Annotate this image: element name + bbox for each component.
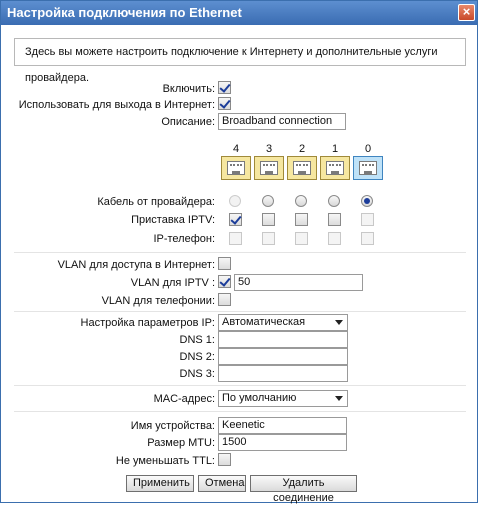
ethernet-port-icon	[254, 156, 284, 180]
port-label-0: 0	[364, 143, 372, 155]
vlan-internet-row	[1, 257, 477, 273]
device-name-input[interactable]: Keenetic	[218, 417, 347, 434]
internet-checkbox[interactable]	[218, 97, 231, 110]
ip-settings-select[interactable]	[218, 314, 348, 331]
mtu-input[interactable]: 1500	[218, 434, 347, 451]
dns2-row	[1, 349, 477, 365]
iptv-checkbox-port-1[interactable]	[328, 213, 341, 226]
mac-select[interactable]	[218, 390, 348, 407]
chevron-down-icon	[335, 320, 343, 325]
info-text: Здесь вы можете настроить подключение к Интернету и дополнительные услуги провайдера.	[25, 46, 438, 84]
ethernet-port-icon	[221, 156, 251, 180]
enable-checkbox[interactable]	[218, 81, 231, 94]
close-icon: ×	[462, 4, 471, 19]
cable-radio-port-0[interactable]	[361, 195, 373, 207]
vlan-phone-checkbox[interactable]	[218, 293, 231, 306]
description-label: Описание:	[161, 116, 215, 128]
description-row	[1, 114, 477, 130]
vlan-internet-checkbox[interactable]	[218, 257, 231, 270]
vlan-iptv-row	[1, 275, 477, 291]
dns1-label: DNS 1:	[179, 334, 215, 346]
iptv-checkbox-port-4[interactable]	[229, 213, 242, 226]
vlan-phone-row	[1, 293, 477, 309]
device-name-label: Имя устройства:	[130, 420, 215, 432]
dns3-input[interactable]	[218, 365, 348, 382]
cable-label: Кабель от провайдера:	[97, 196, 215, 208]
iptv-checkbox-port-0[interactable]	[361, 213, 374, 226]
divider	[14, 311, 466, 312]
vlan-iptv-label: VLAN для IPTV :	[130, 277, 215, 289]
mtu-row	[1, 435, 477, 451]
dns3-row	[1, 366, 477, 382]
phone-checkbox-port-3[interactable]	[262, 232, 275, 245]
enable-row	[1, 81, 477, 97]
mac-row	[1, 391, 477, 407]
iptv-checkbox-port-3[interactable]	[262, 213, 275, 226]
dns3-label: DNS 3:	[179, 368, 215, 380]
cable-radio-port-3[interactable]	[262, 195, 274, 207]
dns2-label: DNS 2:	[179, 351, 215, 363]
dns2-input[interactable]	[218, 348, 348, 365]
cancel-button[interactable]: Отмена	[198, 475, 246, 492]
apply-button[interactable]: Применить	[126, 475, 194, 492]
divider	[14, 385, 466, 386]
ttl-label: Не уменьшать TTL:	[115, 455, 215, 467]
vlan-iptv-checkbox[interactable]	[218, 275, 231, 288]
mac-value: По умолчанию	[222, 392, 297, 404]
dns1-input[interactable]	[218, 331, 348, 348]
cable-radio-port-1[interactable]	[328, 195, 340, 207]
vlan-phone-label: VLAN для телефонии:	[101, 295, 215, 307]
phone-checkbox-port-2[interactable]	[295, 232, 308, 245]
close-button[interactable]	[458, 4, 475, 21]
port-label-2: 2	[298, 143, 306, 155]
info-box	[14, 38, 466, 84]
iptv-label: Приставка IPTV:	[131, 214, 215, 226]
cable-radio-port-4[interactable]	[229, 195, 241, 207]
window-title: Настройка подключения по Ethernet	[7, 5, 242, 20]
mtu-label: Размер MTU:	[147, 437, 215, 449]
vlan-iptv-input[interactable]: 50	[234, 274, 363, 291]
cable-row	[1, 194, 477, 210]
port-label-4: 4	[232, 143, 240, 155]
iptv-row	[1, 212, 477, 228]
phone-checkbox-port-4[interactable]	[229, 232, 242, 245]
port-label-3: 3	[265, 143, 273, 155]
iptv-checkbox-port-2[interactable]	[295, 213, 308, 226]
port-label-1: 1	[331, 143, 339, 155]
mac-label: MAC-адрес:	[153, 393, 215, 405]
phone-row	[1, 231, 477, 247]
ip-settings-row	[1, 315, 477, 331]
cable-radio-port-2[interactable]	[295, 195, 307, 207]
ttl-checkbox[interactable]	[218, 453, 231, 466]
enable-label: Включить:	[162, 83, 215, 95]
phone-label: IP-телефон:	[153, 233, 215, 245]
dns1-row	[1, 332, 477, 348]
phone-checkbox-port-0[interactable]	[361, 232, 374, 245]
vlan-internet-label: VLAN для доступа в Интернет:	[57, 259, 215, 271]
title-bar	[1, 1, 477, 25]
delete-connection-button[interactable]: Удалить соединение	[250, 475, 357, 492]
ip-settings-value: Автоматическая	[222, 316, 306, 328]
ethernet-port-icon	[287, 156, 317, 180]
ip-settings-label: Настройка параметров IP:	[80, 317, 215, 329]
chevron-down-icon	[335, 396, 343, 401]
description-input[interactable]: Broadband connection	[218, 113, 346, 130]
ethernet-port-icon-wan	[353, 156, 383, 180]
phone-checkbox-port-1[interactable]	[328, 232, 341, 245]
internet-label: Использовать для выхода в Интернет:	[18, 99, 215, 111]
internet-row	[1, 97, 477, 113]
ttl-row	[1, 453, 477, 469]
divider	[14, 411, 466, 412]
divider	[14, 252, 466, 253]
device-name-row	[1, 418, 477, 434]
ethernet-port-icon	[320, 156, 350, 180]
